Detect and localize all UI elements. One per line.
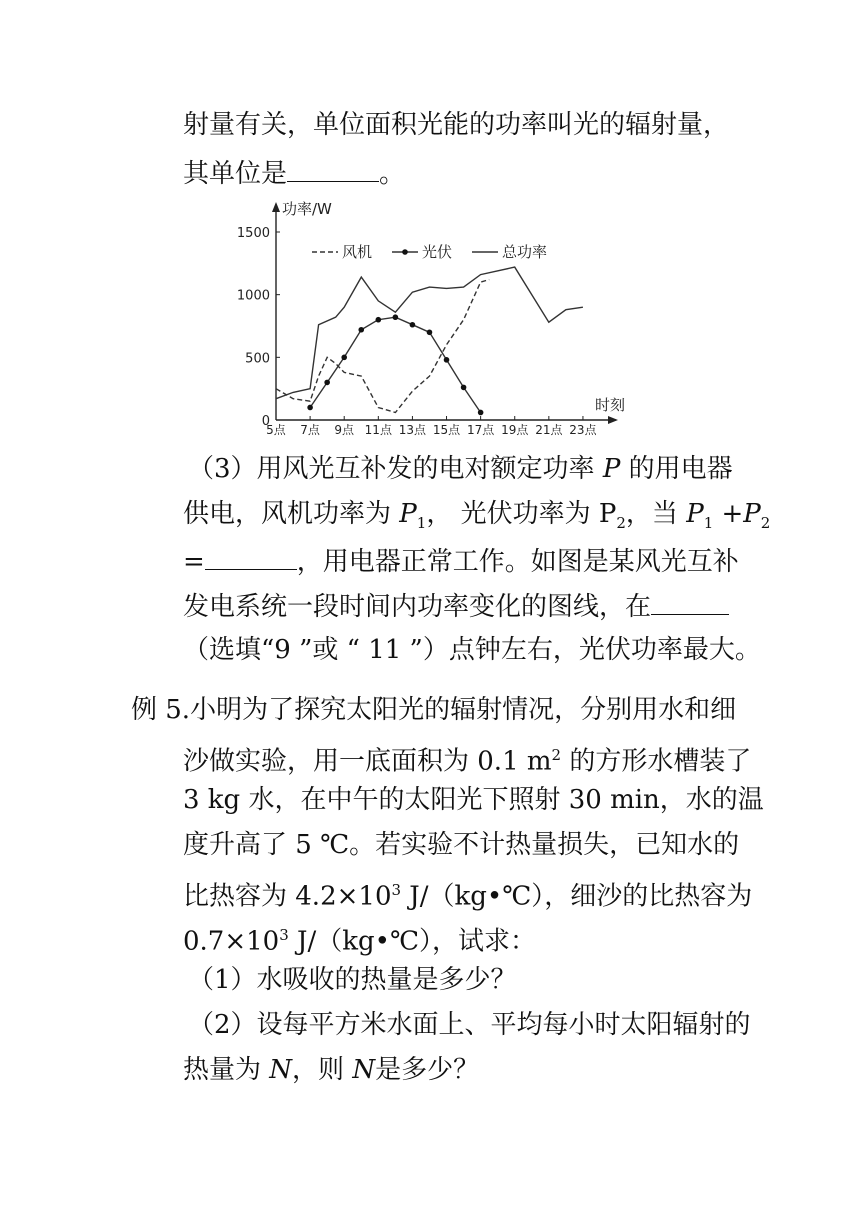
q3-l4: 发电系统一段时间内功率变化的图线，在 — [183, 592, 652, 622]
ex5-q2-l2-b: ，则 — [292, 1055, 345, 1085]
chart-legend — [312, 243, 547, 261]
q3-sum-P2: P — [743, 499, 761, 529]
ex5-q2 — [188, 1008, 751, 1042]
x-axis-label: 时刻 — [595, 396, 626, 414]
q3-equals: = — [183, 547, 205, 577]
series-point — [461, 385, 467, 391]
q3-sub-2: 2 — [616, 514, 626, 533]
series-line-0 — [276, 280, 489, 413]
ex5-q2-l2-c: 是多少？ — [375, 1055, 480, 1085]
q3-l2-c: ，当 — [625, 499, 678, 529]
series-point — [376, 317, 382, 323]
x-axis-arrow — [608, 416, 618, 424]
ex5-line-1 — [131, 693, 736, 727]
x-tick-label: 5点 — [266, 423, 286, 437]
ex5-l5-a: 比热容为 4.2×10 — [183, 881, 392, 912]
text-l2-end: 。 — [379, 159, 406, 189]
ex5-var-N1: N — [269, 1055, 293, 1085]
power-chart — [200, 192, 630, 442]
q3-text-a: （3）用风光互补发的电对额定功率 — [188, 454, 595, 484]
q3-l3-rest: ，用电器正常工作。如图是某风光互补 — [296, 547, 739, 577]
ex5-l3: 3 kg 水，在中午的太阳光下照射 30 min，水的温 — [183, 785, 764, 815]
q3-sum-sub1: 1 — [703, 514, 714, 533]
x-tick-label: 13点 — [398, 423, 427, 437]
ex5-l2-a: 沙做实验，用一底面积为 0.1 m — [183, 746, 552, 777]
ex5-q2-text: （2）设每平方米水面上、平均每小时太阳辐射的 — [188, 1010, 751, 1040]
series-point — [393, 314, 399, 320]
ex5-l1: 例 5.小明为了探究太阳光的辐射情况，分别用水和细 — [131, 695, 737, 725]
legend-dot — [402, 249, 408, 255]
y-axis-label: 功率/W — [282, 200, 332, 218]
answer-blank-hour[interactable] — [651, 588, 729, 615]
text-line-2 — [183, 155, 405, 191]
q3-l5: （选填“9 ”或 “ 11 ”）点钟左右，光伏功率最大。 — [183, 635, 761, 665]
q3-l2-a: 供电，风机功率为 — [183, 499, 392, 529]
q3-var-P: P — [602, 454, 621, 484]
series-point — [358, 327, 364, 333]
series-line-1 — [310, 317, 481, 412]
series-point — [427, 329, 433, 335]
ex5-var-N2: N — [352, 1055, 376, 1085]
ex5-line-5 — [183, 873, 752, 914]
series-point — [444, 357, 450, 363]
q3-line-5 — [183, 633, 761, 667]
ex5-l6-a: 0.7×10 — [183, 926, 280, 957]
ex5-l2-b: 的方形水槽装了 — [561, 746, 752, 777]
chart-axes — [237, 200, 625, 437]
y-tick-label: 500 — [245, 351, 270, 367]
ex5-line-3 — [183, 783, 764, 817]
ex5-l4: 度升高了 5 ℃。若实验不计热量损失，已知水的 — [183, 830, 740, 860]
q3-sum-sub2: 2 — [760, 514, 771, 533]
x-tick-label: 11点 — [364, 423, 392, 437]
text-l2: 其单位是 — [183, 159, 288, 189]
ex5-l5-b: J/（kg•℃），细沙的比热容为 — [401, 881, 753, 912]
y-axis-arrow — [272, 202, 280, 212]
q3-l2-b: ， 光伏功率为 P — [426, 499, 617, 529]
x-tick-label: 23点 — [569, 423, 597, 437]
q3-line-4 — [183, 588, 729, 624]
ex5-l2-sup: 2 — [551, 746, 562, 764]
ex5-l6-b: J/（kg•℃），试求： — [288, 926, 537, 957]
x-tick-label: 17点 — [466, 423, 495, 437]
series-point — [478, 410, 484, 416]
series-point — [307, 405, 313, 411]
y-tick-label: 1000 — [236, 288, 270, 304]
series-point — [410, 322, 416, 328]
ex5-l6-sup: 3 — [279, 926, 289, 944]
legend-label-2: 总功率 — [502, 243, 548, 261]
legend-label-1: 光伏 — [422, 243, 453, 261]
q3-line-2 — [183, 497, 770, 540]
q3-text-b: 的用电器 — [628, 454, 733, 484]
legend-label-0: 风机 — [342, 243, 373, 261]
ex5-line-6 — [183, 918, 536, 959]
y-tick-label: 1500 — [236, 226, 270, 241]
ex5-q1-text: （1）水吸收的热量是多少？ — [188, 965, 517, 995]
chart-series — [276, 267, 583, 415]
q3-line-3 — [183, 543, 739, 579]
series-point — [341, 355, 347, 361]
ex5-l5-sup: 3 — [391, 881, 402, 899]
ex5-q2-line-2 — [183, 1053, 479, 1087]
answer-blank-unit[interactable] — [287, 155, 379, 182]
q3-var-P1: P — [399, 499, 417, 529]
x-tick-label: 19点 — [501, 423, 529, 437]
ex5-line-2 — [183, 738, 751, 779]
ex5-q1 — [188, 963, 517, 997]
q3-sum-P1: P — [686, 499, 704, 529]
text-line-1 — [183, 108, 729, 142]
x-tick-label: 21点 — [535, 423, 563, 437]
ex5-q2-l2-a: 热量为 — [183, 1055, 262, 1085]
ex5-line-4 — [183, 828, 739, 862]
x-tick-label: 7点 — [300, 423, 320, 437]
x-tick-label: 9点 — [334, 423, 355, 437]
q3-sum-plus: + — [713, 499, 744, 529]
series-point — [324, 380, 330, 386]
answer-blank-sum[interactable] — [205, 543, 297, 570]
q3-line-1 — [188, 452, 733, 486]
x-tick-label: 15点 — [432, 423, 461, 437]
q3-sub-1: 1 — [416, 514, 427, 533]
text-l1: 射量有关，单位面积光能的功率叫光的辐射量， — [183, 110, 730, 140]
y-tick-label: 0 — [261, 414, 270, 429]
